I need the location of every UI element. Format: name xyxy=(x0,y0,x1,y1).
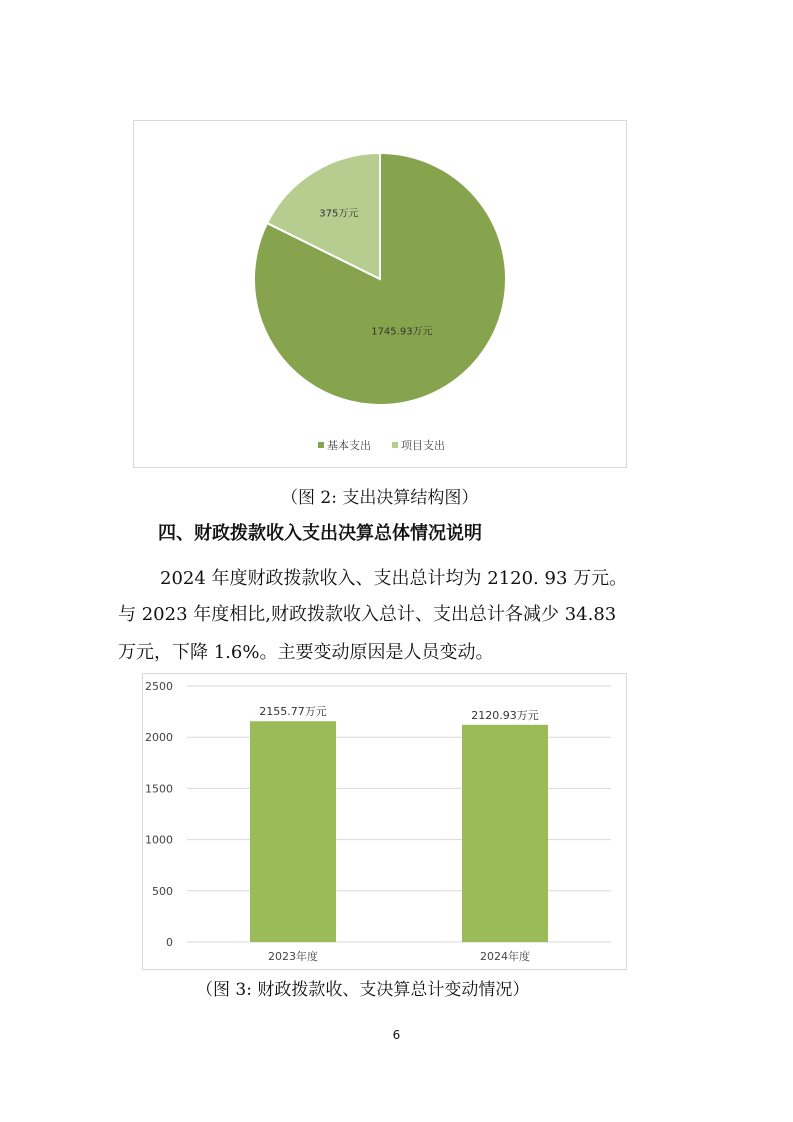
legend-swatch xyxy=(392,442,398,448)
legend-swatch xyxy=(318,442,324,448)
page-number: 6 xyxy=(392,1028,401,1042)
figure-2-caption: （图 2: 支出决算结构图） xyxy=(281,488,479,508)
legend-label: 项目支出 xyxy=(401,439,445,452)
bar-data-label: 2155.77万元 xyxy=(259,705,327,719)
legend-label: 基本支出 xyxy=(327,439,371,452)
x-tick-label: 2024年度 xyxy=(480,950,530,963)
bar-chart-svg xyxy=(143,674,628,971)
y-tick-label: 1500 xyxy=(145,782,173,796)
y-tick-label: 2500 xyxy=(145,680,173,693)
paragraph-line-1: 2024 年度财政拨款收入、支出总计均为 2120. 93 万元。 xyxy=(160,568,628,589)
paragraph-line-3: 万元，下降 1.6%。主要变动原因是人员变动。 xyxy=(118,642,494,663)
pie-data-label: 375万元 xyxy=(319,208,359,220)
section-heading: 四、财政拨款收入支出决算总体情况说明 xyxy=(158,523,482,544)
paragraph-line-2: 与 2023 年度相比,财政拨款收入总计、支出总计各减少 34.83 xyxy=(118,604,617,625)
revenue-expenditure-change-chart xyxy=(142,673,627,970)
bar-data-label: 2120.93万元 xyxy=(471,708,539,722)
expenditure-structure-chart xyxy=(133,120,627,468)
bar xyxy=(462,725,548,942)
figure-3-caption: （图 3: 财政拨款收、支决算总计变动情况） xyxy=(196,980,530,1000)
x-tick-label: 2023年度 xyxy=(268,950,318,963)
y-tick-label: 1000 xyxy=(145,833,173,847)
pie-chart-svg xyxy=(134,121,628,469)
bar xyxy=(250,721,336,942)
y-tick-label: 2000 xyxy=(145,731,173,745)
y-tick-label: 500 xyxy=(152,884,173,898)
y-tick-label: 0 xyxy=(166,936,173,949)
pie-data-label: 1745.93万元 xyxy=(371,326,433,338)
